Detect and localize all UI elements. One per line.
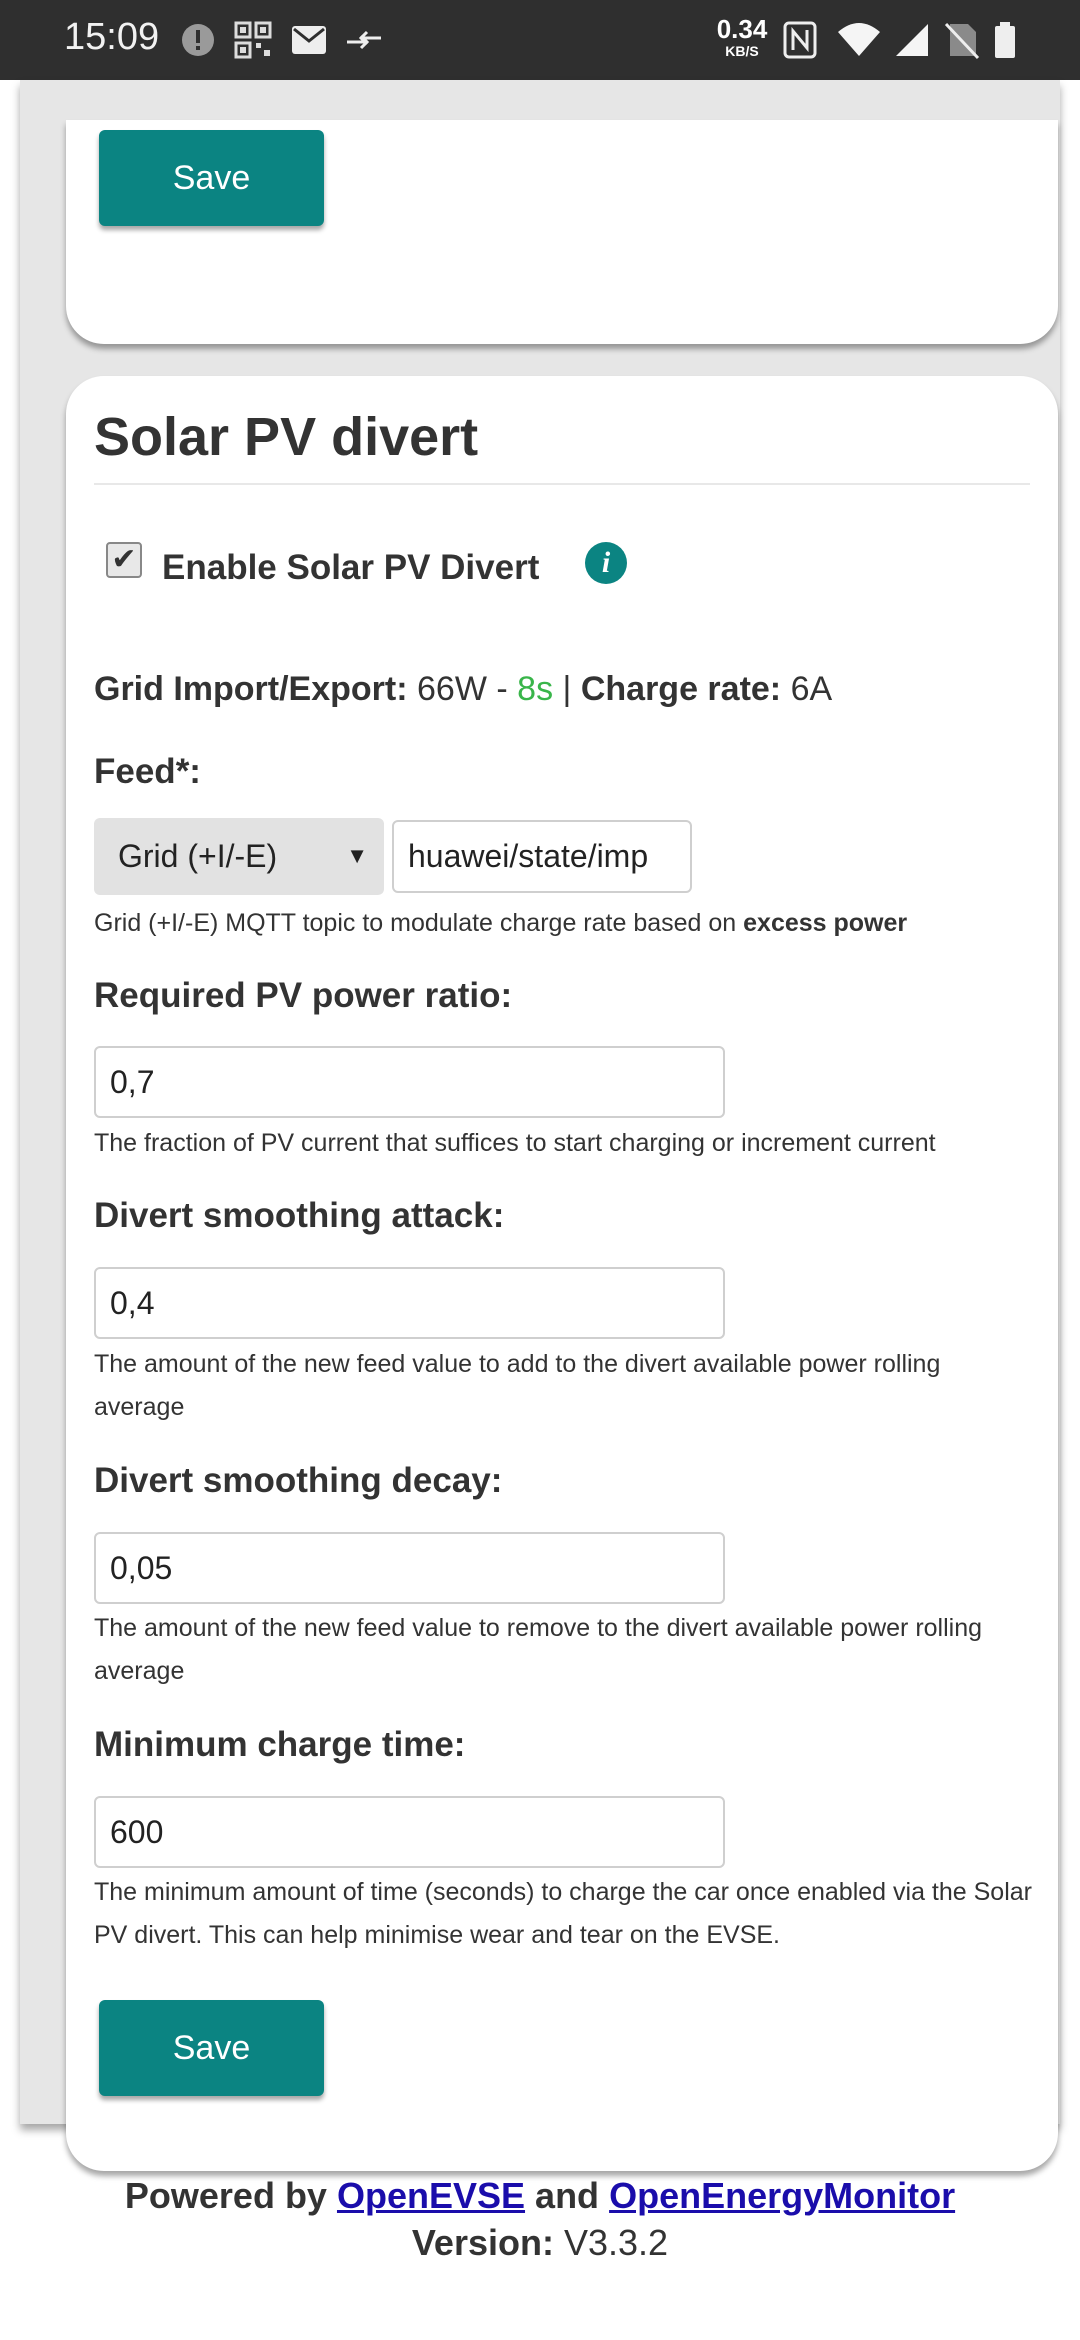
separator: -	[496, 670, 508, 708]
version-label: Version:	[411, 2222, 554, 2263]
min-charge-time-help: The minimum amount of time (seconds) to charge the car once enabled via the Solar PV divert. This can help minimise wear and tear on the EVSE.	[94, 1878, 1032, 1949]
charge-rate-value: 6A	[790, 670, 833, 708]
grid-import-export-label: Grid Import/Export:	[94, 670, 408, 708]
openevse-link[interactable]: OpenEVSE	[336, 2175, 526, 2216]
network-speed: 0.34 KB/S	[716, 14, 768, 59]
min-charge-time-input[interactable]: 600	[94, 1796, 725, 1868]
save-button[interactable]: Save	[99, 130, 324, 226]
dropdown-arrow-icon: ▼	[346, 843, 368, 868]
feed-help-text: Grid (+I/-E) MQTT topic to modulate charge rate based on excess power	[94, 909, 908, 937]
enable-solar-divert-checkbox[interactable]: ✔	[106, 542, 142, 578]
clock: 15:09	[64, 16, 160, 58]
mail-icon	[290, 20, 328, 60]
smoothing-decay-input[interactable]: 0,05	[94, 1532, 725, 1604]
grid-update-age: 8s	[517, 670, 554, 708]
enable-solar-divert-label[interactable]: Enable Solar PV Divert	[162, 548, 540, 587]
smoothing-attack-help: The amount of the new feed value to add to the divert available power rolling average	[94, 1350, 941, 1421]
charge-rate-label: Charge rate:	[580, 670, 782, 708]
smoothing-decay-label: Divert smoothing decay:	[94, 1461, 503, 1500]
content-panel	[20, 80, 1060, 2124]
feed-type-selected: Grid (+I/-E)	[118, 838, 278, 874]
status-bar	[0, 0, 1080, 80]
powered-by-line: Powered by OpenEVSE and OpenEnergyMonitor	[124, 2175, 956, 2216]
wifi-icon	[836, 20, 882, 60]
version-line	[0, 2222, 1080, 2264]
data-transfer-icon	[345, 20, 383, 60]
nfc-icon	[782, 20, 818, 60]
battery-icon	[992, 20, 1018, 60]
no-sim-icon	[944, 20, 980, 60]
alert-icon	[180, 20, 216, 60]
pv-ratio-input[interactable]: 0,7	[94, 1046, 725, 1118]
section-title: Solar PV divert	[94, 407, 479, 467]
min-charge-time-label: Minimum charge time:	[94, 1725, 466, 1764]
pv-ratio-help: The fraction of PV current that suffices to start charging or increment current	[94, 1129, 936, 1157]
feed-type-select[interactable]	[94, 818, 384, 895]
divider	[94, 483, 1030, 485]
qr-icon	[234, 20, 272, 60]
signal-icon	[892, 20, 932, 60]
version-value: V3.3.2	[563, 2222, 669, 2263]
separator-pipe: |	[562, 670, 572, 708]
pv-ratio-label: Required PV power ratio:	[94, 976, 513, 1015]
feed-label: Feed*:	[94, 752, 201, 791]
save-solar-settings-button[interactable]: Save	[99, 2000, 324, 2096]
smoothing-decay-help: The amount of the new feed value to remove to the divert available power rolling average	[94, 1614, 983, 1685]
feed-topic-input[interactable]: huawei/state/imp	[392, 820, 692, 893]
smoothing-attack-label: Divert smoothing attack:	[94, 1196, 505, 1235]
grid-power-value: 66W	[417, 670, 487, 708]
smoothing-attack-input[interactable]: 0,4	[94, 1267, 725, 1339]
info-icon[interactable]: i	[585, 542, 627, 584]
previous-settings-card	[66, 120, 1058, 344]
grid-status-line	[94, 670, 832, 709]
openenergymonitor-link[interactable]: OpenEnergyMonitor	[609, 2175, 956, 2216]
solar-pv-divert-card	[66, 376, 1058, 2171]
